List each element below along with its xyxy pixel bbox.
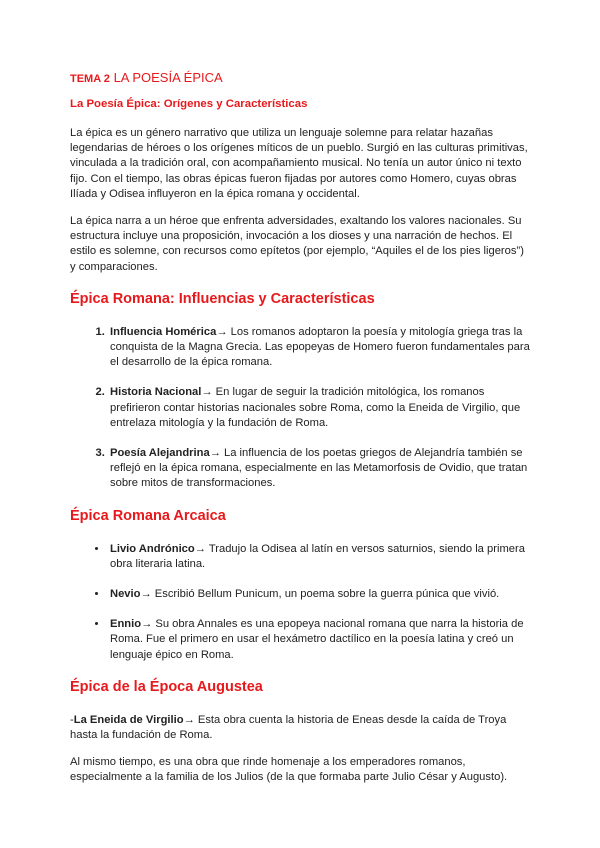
list-item (108, 587, 530, 602)
heading-epica-augustea: Épica de la Época Augustea (70, 678, 263, 695)
intro-paragraph-1: La épica es un género narrativo que utiliza un lenguaje solemne para relatar hazañas legendarias de héroes o los orígenes míticos de un pueblo. Surgió en las culturas primitivas, vinculada a la tradición oral, con acompañamiento musical. No tenía un autor único ni texto fijo. Con el tiempo, las obras épicas fueron fijadas por autores como Homero, cuyas obras Ilíada y Odisea influyeron en la épica romana y occidental. (70, 127, 528, 200)
section-subtitle: La Poesía Épica: Orígenes y Características (70, 98, 308, 110)
item-term: Historia Nacional (110, 386, 202, 399)
arrow: → (216, 325, 228, 338)
item-text: Su obra Annales es una epopeya nacional romana que narra la historia de Roma. Fue el primero en usar el hexámetro dactílico en la poesía latina y creó un lenguaje épico en Roma. (110, 618, 524, 661)
list-item (108, 385, 530, 431)
item-term: Livio Andrónico (110, 542, 195, 555)
list-item (108, 446, 530, 492)
document-title (70, 70, 530, 85)
heading-epica-romana: Épica Romana: Influencias y Características (70, 290, 375, 307)
dash: - (70, 713, 74, 726)
intro-paragraph-2: La épica narra a un héroe que enfrenta adversidades, exaltando los valores nacionales. Su estructura incluye una proposición, invocación a los dioses y una narración de hechos. El estilo es solemne, con recursos como epítetos (por ejemplo, “Aquiles el de los pies ligeros”) y comparaciones. (70, 215, 524, 273)
romana-list (70, 325, 530, 492)
tema-number: TEMA 2 (70, 73, 110, 85)
item-text: Esta obra cuenta la historia de Eneas desde la caída de Troya hasta la fundación de Roma. (70, 713, 507, 742)
arrow: → (183, 713, 195, 726)
item-text: La influencia de los poetas griegos de Alejandría también se reflejó en la épica romana, especialmente en las Metamorfosis de Ovidio, que tratan sobre mitos de transformaciones. (110, 447, 528, 490)
item-term: Influencia Homérica (110, 325, 217, 338)
list-item (108, 325, 530, 371)
arrow: → (201, 386, 213, 399)
augustea-paragraph: Al mismo tiempo, es una obra que rinde homenaje a los emperadores romanos, especialmente a la familia de los Julios (de la que formaba parte Julio César y Augusto). (70, 756, 508, 784)
item-text: Escribió Bellum Punicum, un poema sobre la guerra púnica que vivió. (151, 588, 500, 601)
item-text: Los romanos adoptaron la poesía y mitología griega tras la conquista de la Magna Grecia. Las epopeyas de Homero fueron fundamentales para el desarrollo de la épica romana. (110, 325, 530, 369)
arrow: → (141, 618, 153, 631)
arrow: → (209, 447, 221, 460)
list-item (108, 617, 530, 663)
list-item (108, 542, 530, 572)
item-term: La Eneida de Virgilio (73, 713, 184, 726)
item-term: Poesía Alejandrina (110, 447, 210, 460)
arcaica-list (70, 542, 530, 663)
item-term: Ennio (110, 618, 142, 631)
tema-title: LA POESÍA ÉPICA (113, 70, 223, 85)
arrow: → (140, 588, 152, 601)
item-term: Nevio (110, 588, 141, 601)
augustea-lead-paragraph (70, 713, 530, 743)
item-text: En lugar de seguir la tradición mitológica, los romanos prefirieron contar historias nacionales sobre Roma, como la Eneida de Virgilio, que entrelaza mitología y la fundación de Roma. (110, 386, 521, 429)
item-text: Tradujo la Odisea al latín en versos saturnios, siendo la primera obra literaria latina. (110, 542, 525, 570)
heading-epica-arcaica: Épica Romana Arcaica (70, 507, 226, 524)
arrow: → (194, 542, 206, 555)
